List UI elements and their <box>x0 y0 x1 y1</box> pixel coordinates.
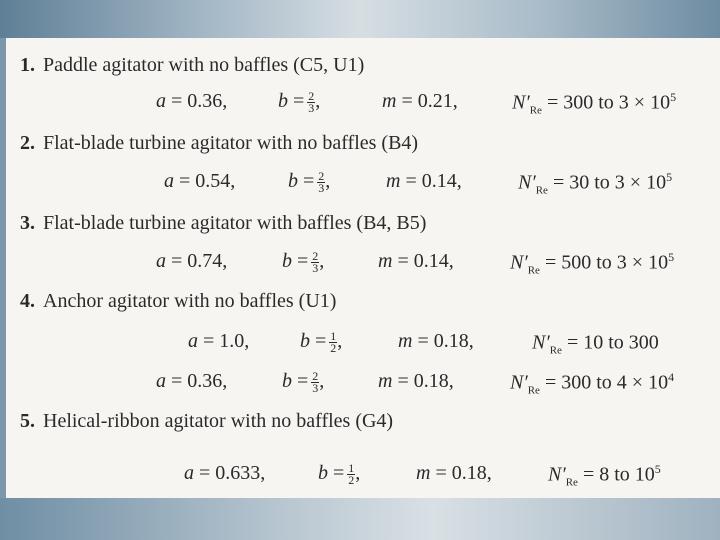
item-heading-text: Flat-blade turbine agitator with no baffles (B4) <box>43 132 419 154</box>
param-b: b = $\frac{1}{2}$ , <box>318 460 361 487</box>
param-m: m = 0.14, <box>386 170 462 192</box>
document-page <box>6 38 720 498</box>
fraction: $\frac{2}{3}$ <box>318 168 325 195</box>
item-4-params-1 <box>6 330 720 360</box>
item-number: 3. <box>20 212 35 234</box>
item-number: 4. <box>20 290 35 312</box>
background-top-band <box>0 0 720 38</box>
param-reynolds: $N'_{Re} = 300$ to $3 \times 10^5$ <box>512 90 677 117</box>
background-bottom-band <box>0 498 720 540</box>
param-reynolds: $N'_{Re} = 30$ to $3 \times 10^5$ <box>518 170 673 197</box>
item-1-heading <box>6 54 720 84</box>
param-a: a = 0.36, <box>156 370 228 392</box>
param-m: m = 0.18, <box>416 462 492 484</box>
item-heading-text: Helical-ribbon agitator with no baffles (G4) <box>43 410 394 432</box>
param-m: m = 0.21, <box>382 90 458 112</box>
param-a: a = 0.74, <box>156 250 228 272</box>
param-a: a = 1.0, <box>188 330 250 352</box>
fraction: $\frac{2}{3}$ <box>312 368 319 395</box>
param-a: a = 0.36, <box>156 90 228 112</box>
param-reynolds: $N'_{Re} = 10$ to 300 <box>532 331 659 357</box>
fraction: $\frac{2}{3}$ <box>312 248 319 275</box>
item-3-params <box>6 250 720 280</box>
item-2-params <box>6 170 720 200</box>
fraction: $\frac{1}{2}$ <box>348 460 355 487</box>
item-heading-text: Anchor agitator with no baffles (U1) <box>43 290 337 312</box>
param-m: m = 0.18, <box>378 370 454 392</box>
param-a: a = 0.633, <box>184 462 266 484</box>
item-heading-text: Paddle agitator with no baffles (C5, U1) <box>43 54 365 76</box>
item-3-heading <box>6 212 720 242</box>
item-1-params <box>6 90 720 120</box>
fraction: $\frac{2}{3}$ <box>308 88 315 115</box>
param-reynolds: $N'_{Re} = 300$ to $4 \times 10^4$ <box>510 370 675 397</box>
param-b: b = $\frac{2}{3}$ , <box>282 368 325 395</box>
param-b: b = $\frac{2}{3}$ , <box>282 248 325 275</box>
item-4-params-2 <box>6 370 720 400</box>
param-b: b = $\frac{2}{3}$ , <box>278 88 321 115</box>
fraction: $\frac{1}{2}$ <box>330 328 337 355</box>
item-5-params <box>6 462 720 492</box>
item-4-heading <box>6 290 720 320</box>
item-number: 5. <box>20 410 35 432</box>
param-m: m = 0.14, <box>378 250 454 272</box>
item-number: 2. <box>20 132 35 154</box>
param-b: b = $\frac{2}{3}$ , <box>288 168 331 195</box>
param-m: m = 0.18, <box>398 330 474 352</box>
item-2-heading <box>6 132 720 162</box>
param-a: a = 0.54, <box>164 170 236 192</box>
param-b: b = $\frac{1}{2}$ , <box>300 328 343 355</box>
param-reynolds: $N'_{Re} = 8$ to $10^5$ <box>548 462 661 489</box>
item-5-heading <box>6 410 720 440</box>
item-number: 1. <box>20 54 35 76</box>
param-reynolds: $N'_{Re} = 500$ to $3 \times 10^5$ <box>510 250 675 277</box>
item-heading-text: Flat-blade turbine agitator with baffles (B4, B5) <box>43 212 427 234</box>
